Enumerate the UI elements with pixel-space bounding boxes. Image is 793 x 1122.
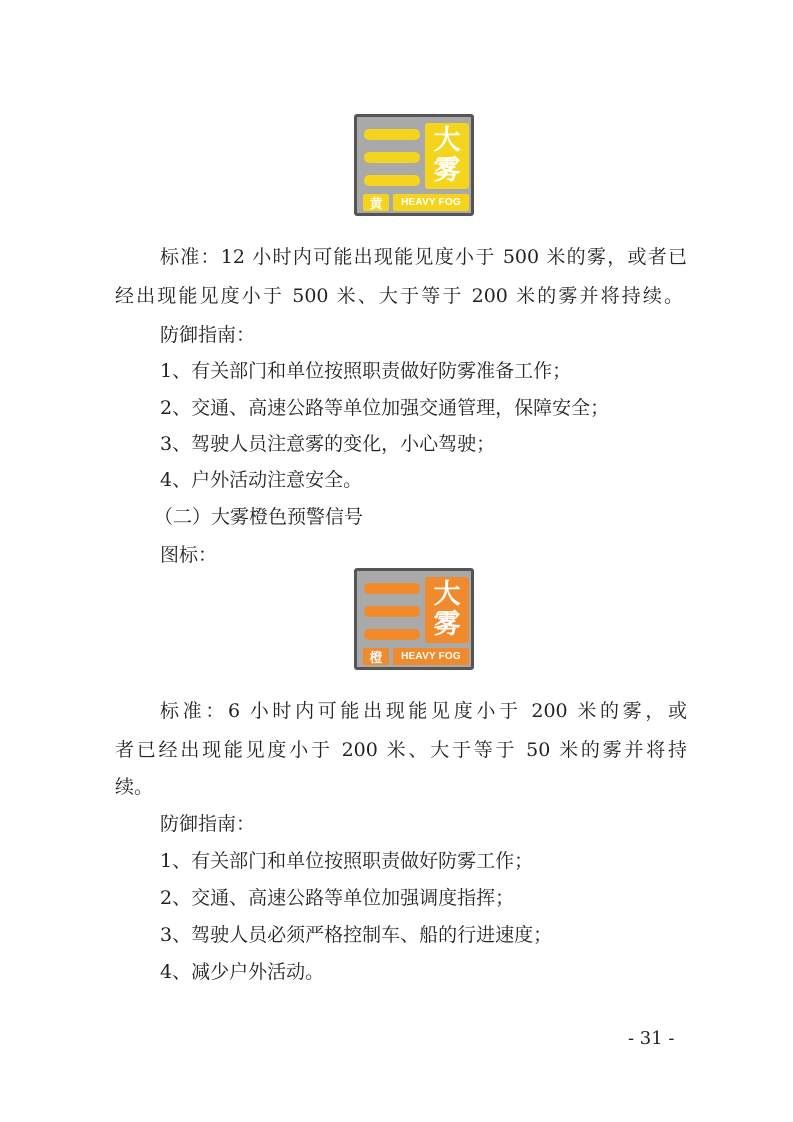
guide-item: 4、减少户外活动。 bbox=[160, 961, 325, 983]
guide-title: 防御指南： bbox=[160, 813, 256, 835]
fog-bar bbox=[364, 606, 420, 617]
heavy-fog-label: HEAVY FOG bbox=[393, 194, 469, 211]
fog-bar bbox=[364, 583, 420, 594]
page-number: - 31 - bbox=[628, 1028, 675, 1049]
guide-item: 3、驾驶人员注意雾的变化，小心驾驶； bbox=[160, 433, 496, 455]
icon-label: 图标： bbox=[160, 544, 218, 566]
guide-item: 1、有关部门和单位按照职责做好防雾工作； bbox=[160, 850, 534, 872]
guide-item: 2、交通、高速公路等单位加强调度指挥； bbox=[160, 887, 515, 909]
orange-fog-signal-icon bbox=[354, 568, 474, 670]
big-char-1: 大 bbox=[433, 579, 461, 610]
big-char-2: 雾 bbox=[433, 609, 461, 640]
guide-item: 1、有关部门和单位按照职责做好防雾准备工作； bbox=[160, 360, 572, 382]
guide-item: 4、户外活动注意安全。 bbox=[160, 469, 363, 491]
fog-bar bbox=[364, 629, 420, 640]
color-char-box: 橙 bbox=[363, 648, 389, 665]
big-char-1: 大 bbox=[433, 125, 461, 156]
big-char-2: 雾 bbox=[433, 155, 461, 186]
guide-title: 防御指南： bbox=[160, 324, 256, 346]
heavy-fog-chars bbox=[425, 577, 469, 643]
heavy-fog-label: HEAVY FOG bbox=[393, 648, 469, 665]
guide-item: 2、交通、高速公路等单位加强交通管理，保障安全； bbox=[160, 397, 610, 419]
fog-bars-icon bbox=[364, 125, 420, 191]
standard-line-1: 标准：6 小时内可能出现能见度小于 200 米的雾，或 bbox=[160, 700, 687, 722]
standard-line-3: 续。 bbox=[115, 776, 154, 798]
yellow-fog-signal-icon bbox=[354, 114, 474, 216]
standard-line-2: 者已经出现能见度小于 200 米、大于等于 50 米的雾并将持 bbox=[115, 739, 687, 761]
guide-item: 3、驾驶人员必须严格控制车、船的行进速度； bbox=[160, 924, 553, 946]
fog-bars-icon bbox=[364, 579, 420, 645]
standard-line-2: 经出现能见度小于 500 米、大于等于 200 米的雾并将持续。 bbox=[115, 285, 683, 307]
fog-bar bbox=[364, 129, 420, 140]
standard-line-1: 标准：12 小时内可能出现能见度小于 500 米的雾，或者已 bbox=[160, 246, 687, 268]
fog-bar bbox=[364, 152, 420, 163]
heavy-fog-chars bbox=[425, 123, 469, 189]
color-char-box: 黄 bbox=[363, 194, 389, 211]
section-heading: （二）大雾橙色预警信号 bbox=[154, 506, 364, 528]
fog-bar bbox=[364, 175, 420, 186]
